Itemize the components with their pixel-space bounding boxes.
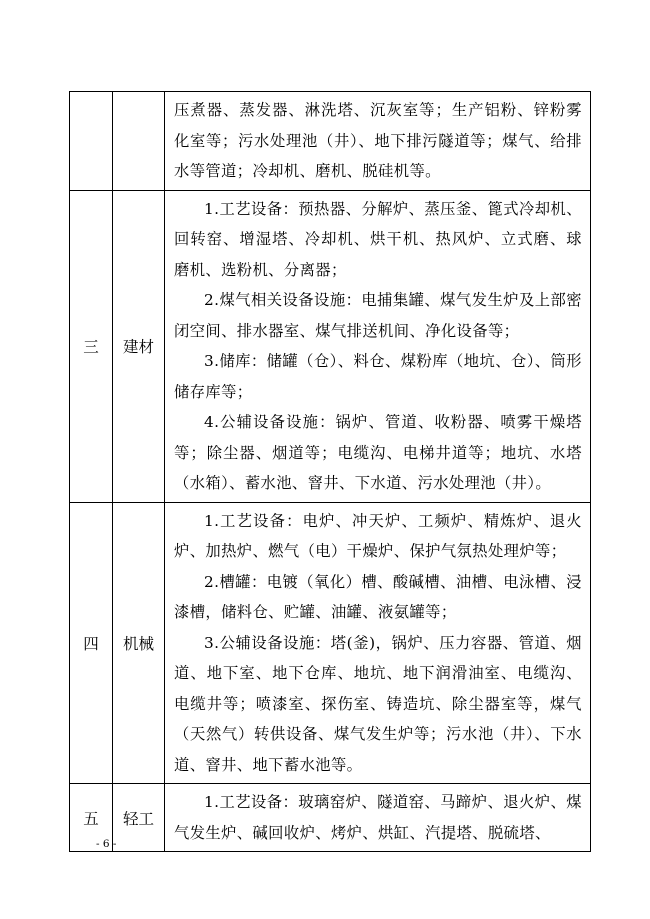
content-paragraph: 2.槽罐：电镀（氧化）槽、酸碱槽、油槽、电泳槽、浸漆槽，储料仓、贮罐、油罐、液氨罐等； [174, 572, 582, 621]
content-cell [165, 784, 591, 852]
table-row [70, 92, 591, 191]
table-row [70, 190, 591, 502]
table-row [70, 784, 591, 852]
industry-cell: 建材 [113, 190, 165, 502]
content-cell [165, 502, 591, 784]
content-paragraph: 1.工艺设备：玻璃窑炉、隧道窑、马蹄炉、退火炉、煤气发生炉、碱回收炉、烤炉、烘缸、汽提塔、脱硫塔、 [174, 793, 582, 842]
content-paragraph: 压煮器、蒸发器、淋洗塔、沉灰室等；生产铝粉、锌粉雾化室等；污水处理池（井）、地下排污隧道等；煤气、给排水等管道；冷却机、磨机、脱硅机等。 [174, 101, 582, 180]
content-paragraph: 1.工艺设备：电炉、冲天炉、工频炉、精炼炉、退火炉、加热炉、燃气（电）干燥炉、保护气氛热处理炉等； [174, 511, 582, 560]
content-paragraph: 4.公辅设备设施：锅炉、管道、收粉器、喷雾干燥塔等；除尘器、烟道等；电缆沟、电梯井道等；地坑、水塔（水箱）、蓄水池、窨井、下水道、污水处理池（井）。 [174, 413, 582, 492]
row-number-cell [70, 92, 113, 191]
industry-cell: 机械 [113, 502, 165, 784]
row-number-cell: 五 [70, 784, 113, 852]
row-number-cell: 四 [70, 502, 113, 784]
industry-cell: 轻工 [113, 784, 165, 852]
industry-cell [113, 92, 165, 191]
content-cell [165, 92, 591, 191]
row-number-cell: 三 [70, 190, 113, 502]
hazard-space-table [69, 91, 591, 852]
content-paragraph: 3.储库：储罐（仓）、料仓、煤粉库（地坑、仓）、筒形储存库等； [174, 352, 582, 401]
content-paragraph: 2.煤气相关设备设施：电捕集罐、煤气发生炉及上部密闭空间、排水器室、煤气排送机间、净化设备等； [174, 291, 582, 340]
page-number: - 6 - [96, 838, 117, 850]
content-paragraph: 1.工艺设备：预热器、分解炉、蒸压釜、篦式冷却机、回转窑、增湿塔、冷却机、烘干机、热风炉、立式磨、球磨机、选粉机、分离器； [174, 199, 582, 279]
content-paragraph: 3.公辅设备设施：塔(釜)，锅炉、压力容器、管道、烟道、地下室、地下仓库、地坑、地下润滑油室、电缆沟、电缆井等；喷漆室、探伤室、铸造坑、除尘器室等，煤气（天然气）转供设备、煤气发生炉等；污水池（井）、下水道、窨井、地下蓄水池等。 [174, 633, 582, 774]
content-cell [165, 190, 591, 502]
table-row [70, 502, 591, 784]
